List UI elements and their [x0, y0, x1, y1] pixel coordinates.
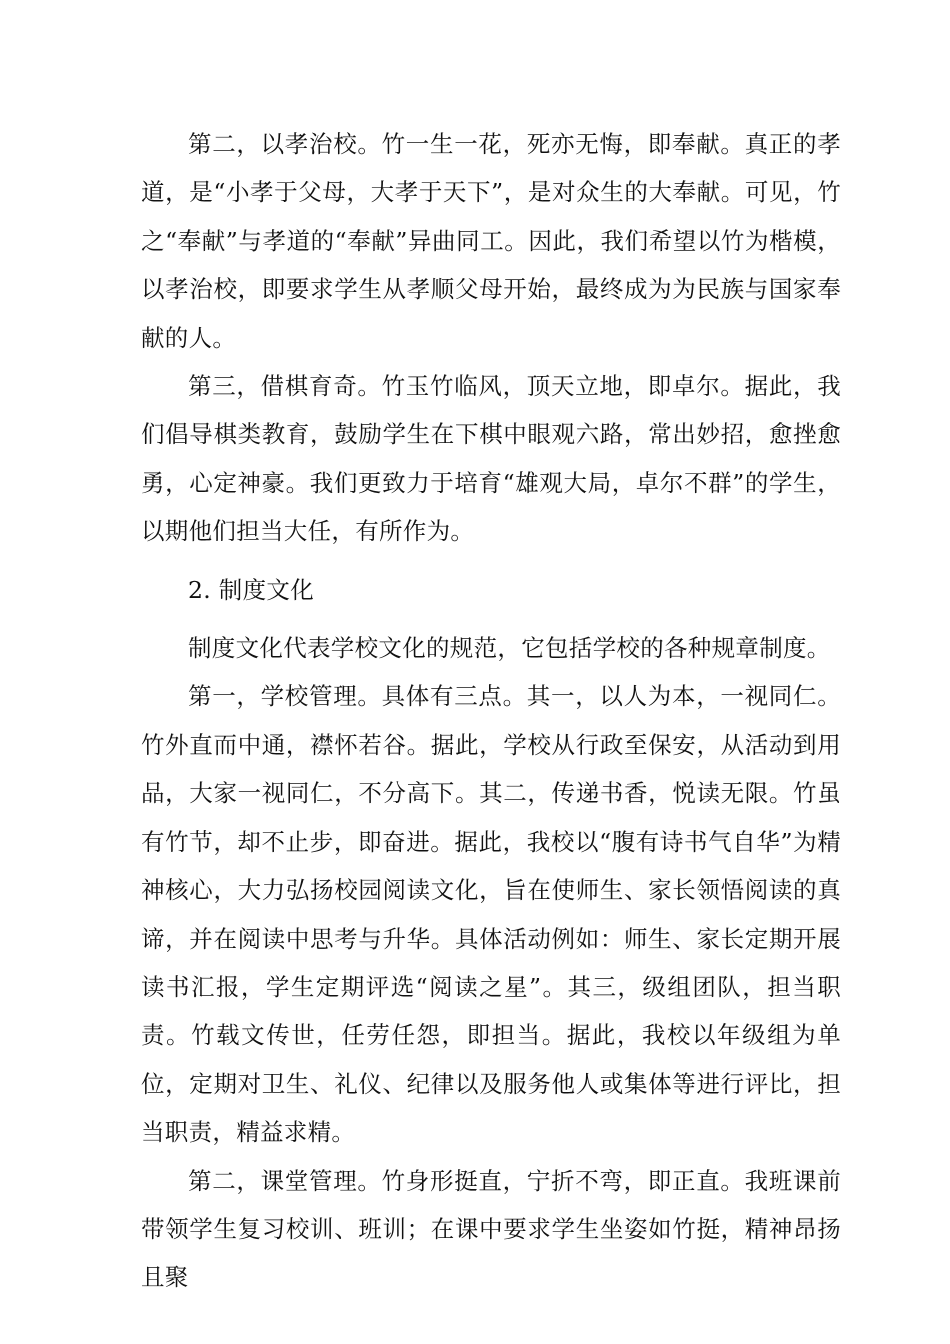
paragraph-school-management: 第一，学校管理。具体有三点。其一，以人为本，一视同仁。竹外直而中通，襟怀若谷。据此，学校从行政至保安，从活动到用品，大家一视同仁，不分高下。其二，传递书香，悦读无限。竹虽有竹节，却不止步，即奋进。据此，我校以“腹有诗书气自华”为精神核心，大力弘扬校园阅读文化，旨在使师生、家长领悟阅读的真谛，并在阅读中思考与升华。具体活动例如：师生、家长定期开展读书汇报，学生定期评选“阅读之星”。其三，级组团队，担当职责。竹载文传世，任劳任怨，即担当。据此，我校以年级组为单位，定期对卫生、礼仪、纪律以及服务他人或集体等进行评比，担当职责，精益求精。 — [141, 682, 841, 1147]
document-body — [141, 120, 841, 1302]
paragraph-classroom-management: 第二，课堂管理。竹身形挺直，宁折不弯，即正直。我班课前带领学生复习校训、班训；在课中要求学生坐姿如竹挺，精神昂扬且聚 — [141, 1166, 841, 1292]
section-heading: 2. 制度文化 — [188, 575, 314, 604]
paragraph-system-culture-intro: 制度文化代表学校文化的规范，它包括学校的各种规章制度。 — [188, 634, 831, 663]
paragraph-chess-education: 第三，借棋育奇。竹玉竹临风，顶天立地，即卓尔。据此，我们倡导棋类教育，鼓励学生在下棋中眼观六路，常出妙招，愈挫愈勇，心定神豪。我们更致力于培育“雄观大局，卓尔不群”的学生，以期他们担当大任，有所作为。 — [141, 372, 841, 546]
paragraph-filial-piety: 第二，以孝治校。竹一生一花，死亦无悔，即奉献。真正的孝道，是“小孝于父母，大孝于天下”，是对众生的大奉献。可见，竹之“奉献”与孝道的“奉献”异曲同工。因此，我们希望以竹为楷模，以孝治校，即要求学生从孝顺父母开始，最终成为为民族与国家奉献的人。 — [141, 130, 841, 352]
